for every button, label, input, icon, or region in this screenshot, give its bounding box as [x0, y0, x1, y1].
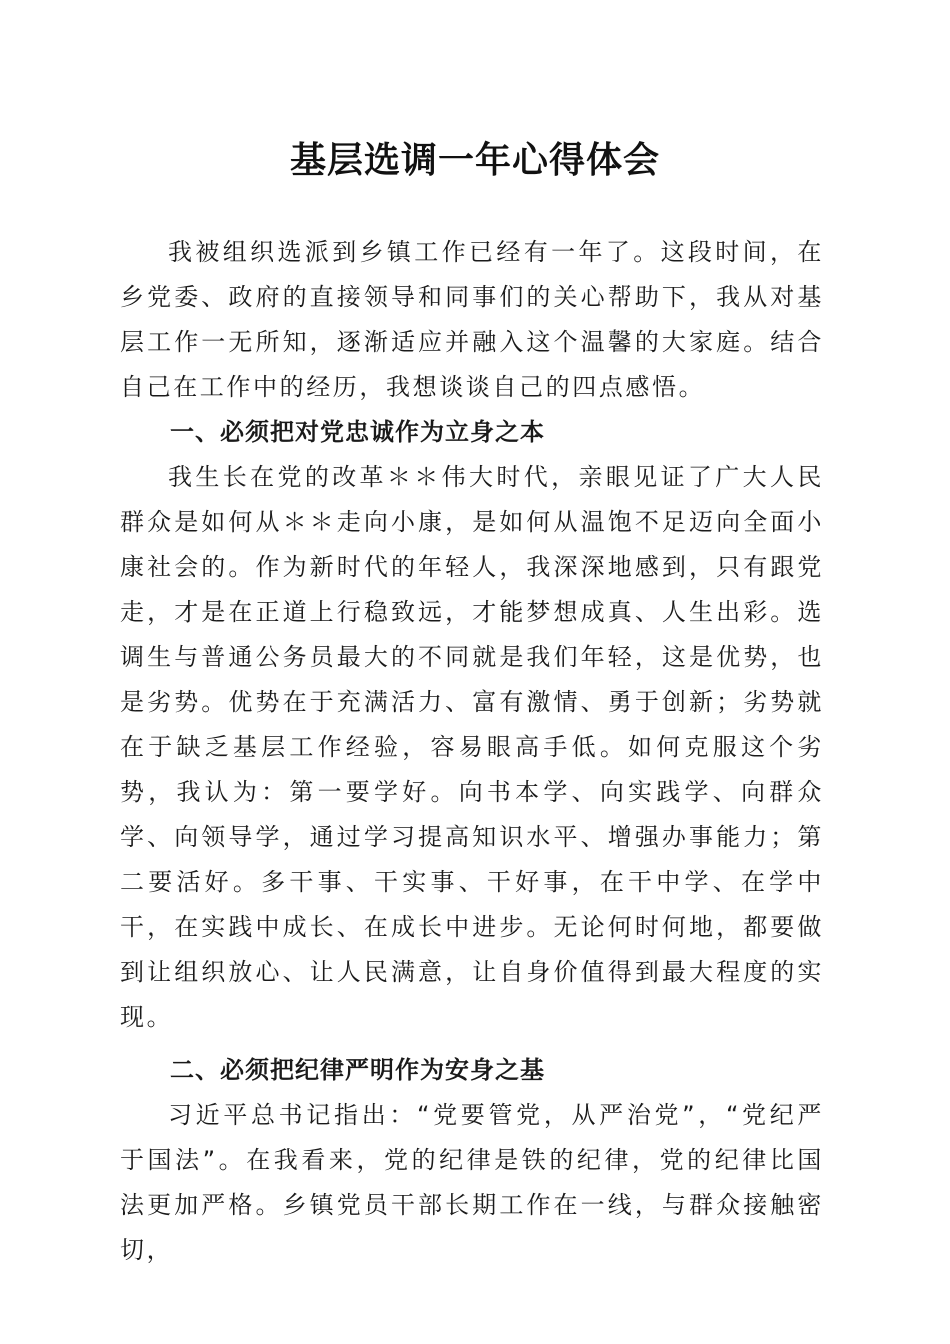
document-title: 基层选调一年心得体会: [289, 139, 660, 181]
section-1-heading: 一、必须把对党忠诚作为立身之本: [170, 418, 545, 446]
section-2-paragraph: 习近平总书记指出：“党要管党，从严治党”，“党纪严于国法”。在我看来，党的纪律是铁的纪律，党的纪律比国法更加严格。乡镇党员干部长期工作在一线，与群众接触密切，: [120, 1101, 824, 1264]
section-2-heading: 二、必须把纪律严明作为安身之基: [170, 1056, 545, 1084]
intro-paragraph: 我被组织选派到乡镇工作已经有一年了。这段时间，在乡党委、政府的直接领导和同事们的关心帮助下，我从对基层工作一无所知，逐渐适应并融入这个温馨的大家庭。结合自己在工作中的经历，我想谈谈自己的四点感悟。: [120, 238, 824, 401]
document-body: [120, 230, 824, 1273]
section-1-paragraph: 我生长在党的改革＊＊伟大时代，亲眼见证了广大人民群众是如何从＊＊走向小康，是如何从温饱不足迈向全面小康社会的。作为新时代的年轻人，我深深地感到，只有跟党走，才是在正道上行稳致远，才能梦想成真、人生出彩。选调生与普通公务员最大的不同就是我们年轻，这是优势，也是劣势。优势在于充满活力、富有激情、勇于创新；劣势就在于缺乏基层工作经验，容易眼高手低。如何克服这个劣势，我认为：第一要学好。向书本学、向实践学、向群众学、向领导学，通过学习提高知识水平、增强办事能力；第二要活好。多干事、干实事、干好事，在干中学、在学中干，在实践中成长、在成长中进步。无论何时何地，都要做到让组织放心、让人民满意，让自身价值得到最大程度的实现。: [120, 463, 824, 1031]
